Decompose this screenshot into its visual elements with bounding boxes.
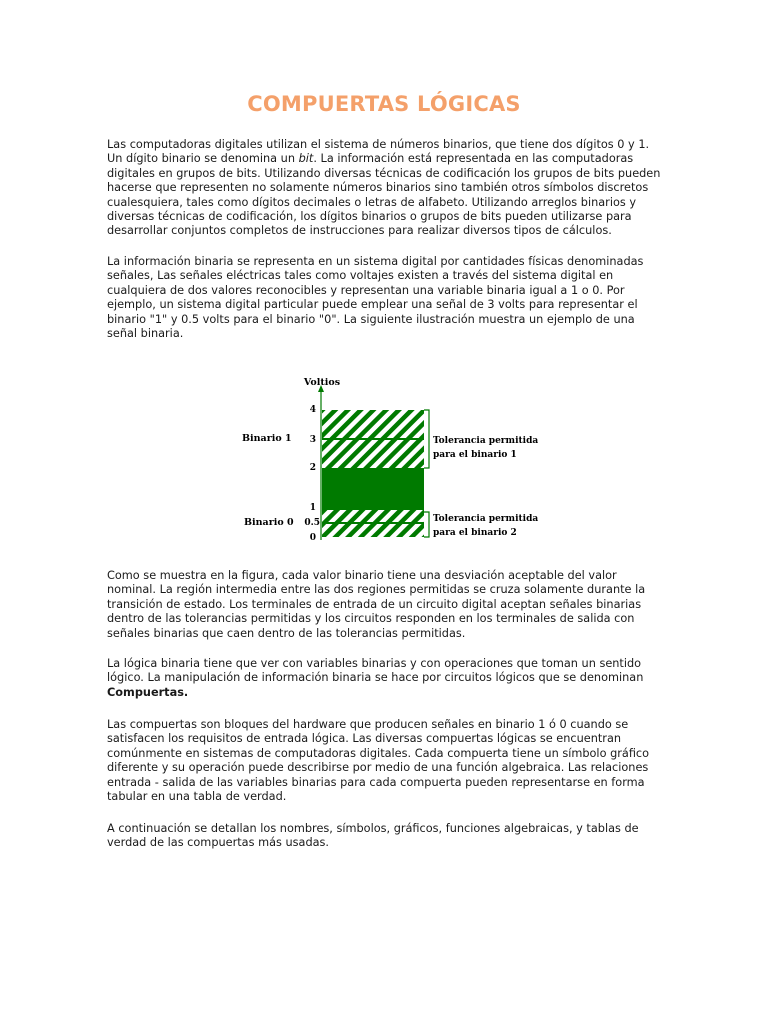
tolerance1-label-line1: Tolerancia permitida	[433, 436, 539, 446]
text-line: A continuación se detallan los nombres, símbolos, gráficos, funciones algebraicas, y tablas de	[107, 822, 639, 835]
text-line: transición de estado. Los terminales de entrada de un circuito digital aceptan señales binarias	[107, 597, 642, 611]
paragraph-binary-signals	[107, 255, 667, 341]
text-line: lógico. La manipulación de información binaria se hace por circuitos lógicos que se denominan	[107, 671, 644, 685]
tolerance2-label-line1: Tolerancia permitida	[433, 514, 539, 524]
tick-label: 1	[309, 503, 316, 513]
text-line: dentro de las tolerancias permitidas y los circuitos responden en los terminales de salida con	[107, 612, 635, 626]
text-line: La lógica binaria tiene que ver con variables binarias y con operaciones que toman un sentido	[107, 657, 642, 670]
binary-signal-figure	[230, 372, 550, 547]
tolerance1-label-line2: para el binario 1	[433, 450, 517, 460]
text-line: ejemplo, un sistema digital particular puede emplear una señal de 3 volts para representar el	[107, 298, 638, 312]
text-line: binario "1" y 0.5 volts para el binario "0". La siguiente ilustración muestra un ejemplo de una	[107, 312, 635, 326]
tick-label: 0	[309, 533, 316, 543]
binary1-label: Binario 1	[242, 433, 292, 444]
transition-region	[322, 468, 424, 510]
bit-term: bit	[298, 152, 314, 166]
text-line: señales binarias que caen dentro de las tolerancias permitidas.	[107, 626, 466, 640]
text-line: señal binaria.	[107, 327, 184, 341]
text-line: comúnmente en sistemas de computadoras digitales. Cada compuerta tiene un símbolo gráfico	[107, 746, 650, 760]
tick-label: 0.5	[304, 518, 320, 528]
paragraph-tolerance	[107, 569, 667, 641]
text-line: cualquiera de dos valores reconocibles y representan una variable binaria igual a 1 o 0. Por	[107, 283, 625, 297]
y-axis-label: Voltios	[303, 377, 341, 388]
tolerance1-bracket	[424, 410, 429, 468]
text-line: diferente y su operación puede describirse por medio de una función algebraica. Las relaciones	[107, 761, 649, 775]
text-line: Las compuertas son bloques del hardware que producen señales en binario 1 ó 0 cuando se	[107, 718, 629, 731]
tick-label: 4	[309, 405, 316, 415]
text-line	[107, 152, 667, 166]
paragraph-binary-logic	[107, 657, 667, 700]
text-line	[107, 686, 667, 700]
compuertas-term: Compuertas.	[107, 685, 189, 699]
text-line: La información binaria se representa en un sistema digital por cantidades físicas denominadas	[107, 255, 644, 268]
paragraph-intro	[107, 138, 667, 239]
paragraph-next	[107, 822, 667, 851]
tick-label: 2	[309, 463, 316, 473]
binary0-label: Binario 0	[244, 517, 294, 528]
tolerance2-label-line2: para el binario 2	[433, 528, 517, 538]
text-line: señales, Las señales eléctricas tales como voltajes existen a través del sistema digital en	[107, 269, 614, 283]
text-segment: . La información está representada en las computadoras	[313, 152, 634, 166]
text-line: nominal. La región intermedia entre las dos regiones permitidas se cruza solamente durante la	[107, 583, 646, 597]
text-line: cualesquiera, tales como dígitos decimales o letras de alfabeto. Utilizando arreglos binarios y	[107, 195, 637, 209]
tick-label: 3	[309, 435, 316, 445]
page-title: COMPUERTAS LÓGICAS	[247, 92, 521, 116]
figure-svg	[230, 372, 550, 547]
text-line: verdad de las compuertas más usadas.	[107, 836, 330, 850]
text-line: satisfacen los requisitos de entrada lógica. Las diversas compuertas lógicas se encuentran	[107, 732, 622, 746]
tolerance2-bracket	[424, 512, 429, 537]
paragraph-gates	[107, 718, 667, 804]
text-line: entrada - salida de las variables binarias para cada compuerta pueden representarse en forma	[107, 775, 645, 789]
text-line: Como se muestra en la figura, cada valor binario tiene una desviación aceptable del valor	[107, 569, 617, 582]
text-line: diversas técnicas de codificación, los dígitos binarios o grupos de bits pueden utilizarse para	[107, 210, 632, 224]
text-segment: Un dígito binario se denomina un	[107, 152, 299, 166]
text-line: Las computadoras digitales utilizan el sistema de números binarios, que tiene dos dígitos 0 y 1.	[107, 138, 650, 151]
text-line: digitales en grupos de bits. Utilizando diversas técnicas de codificación los grupos de bits pueden	[107, 166, 661, 180]
text-line: tabular en una tabla de verdad.	[107, 790, 287, 804]
text-line: desarrollar conjuntos completos de instrucciones para realizar diversos tipos de cálculos.	[107, 224, 612, 238]
text-line: hacerse que representen no solamente números binarios sino también otros símbolos discretos	[107, 181, 649, 195]
